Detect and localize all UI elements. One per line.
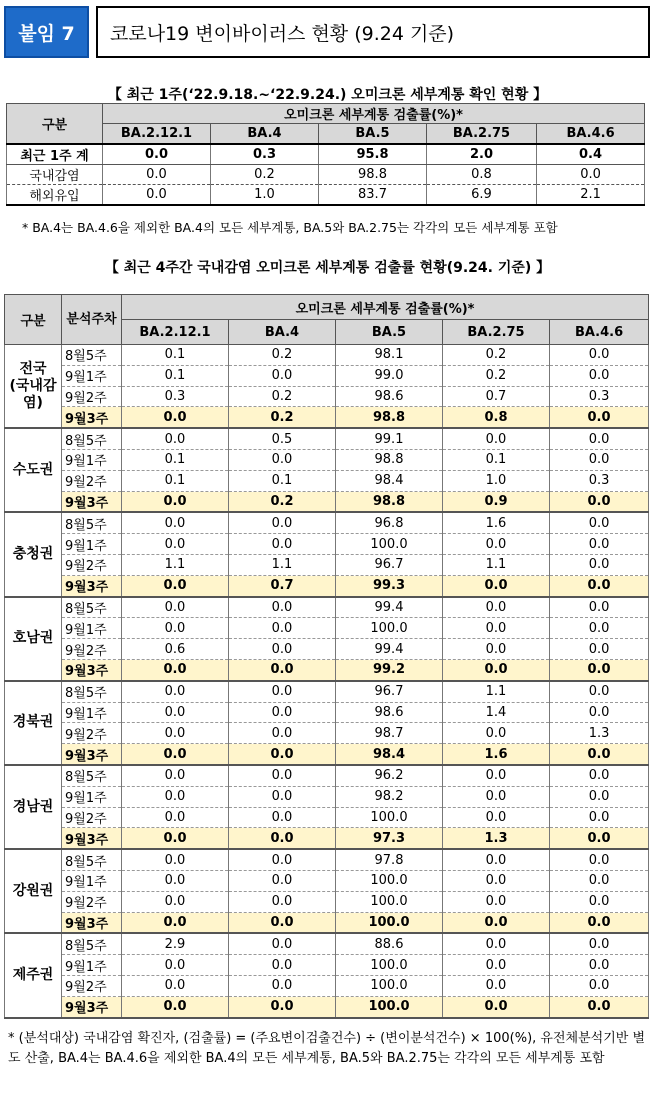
cell-value: 99.3 <box>336 575 443 596</box>
cell-value: 0.0 <box>122 891 229 912</box>
table1-col-header: BA.5 <box>319 124 427 145</box>
cell-value: 0.0 <box>550 597 649 618</box>
cell-value: 0.0 <box>443 955 550 976</box>
cell-value: 0.0 <box>550 428 649 449</box>
table-row <box>5 828 649 849</box>
cell-value: 0.0 <box>537 165 645 185</box>
table2-col-header: BA.4 <box>229 320 336 345</box>
table-row <box>5 470 649 491</box>
week-label: 8월5주 <box>62 933 122 954</box>
cell-value: 100.0 <box>336 870 443 891</box>
table-row <box>5 491 649 512</box>
cell-value: 0.0 <box>550 407 649 428</box>
table-row <box>5 891 649 912</box>
cell-value: 100.0 <box>336 955 443 976</box>
cell-value: 0.0 <box>229 996 336 1017</box>
cell-value: 88.6 <box>336 933 443 954</box>
table-row <box>5 534 649 555</box>
cell-value: 6.9 <box>427 185 537 206</box>
table-row <box>5 702 649 723</box>
cell-value: 1.6 <box>443 512 550 533</box>
cell-value: 0.0 <box>122 786 229 807</box>
table2-col-header: BA.4.6 <box>550 320 649 345</box>
cell-value: 0.0 <box>550 807 649 828</box>
cell-value: 0.3 <box>211 144 319 165</box>
table1-col-header: BA.2.12.1 <box>103 124 211 145</box>
cell-value: 0.0 <box>229 786 336 807</box>
table-row <box>5 659 649 680</box>
table1-col-header: BA.4 <box>211 124 319 145</box>
table1-title: 【 최근 1주(‘22.9.18.~‘22.9.24.) 오미크론 세부계통 확인 현황 】 <box>107 87 548 103</box>
cell-value: 0.0 <box>229 912 336 933</box>
table2-title: 【 최근 4주간 국내감염 오미크론 세부계통 검출률 현황(9.24. 기준) 】 <box>104 260 551 276</box>
cell-value: 0.0 <box>443 639 550 660</box>
table-row <box>5 975 649 996</box>
cell-value: 96.7 <box>336 681 443 702</box>
table2-group-header: 오미크론 세부계통 검출률(%)* <box>122 295 649 320</box>
cell-value: 98.8 <box>319 165 427 185</box>
cell-value: 0.0 <box>443 870 550 891</box>
cell-value: 0.0 <box>122 702 229 723</box>
cell-value: 100.0 <box>336 618 443 639</box>
cell-value: 0.2 <box>229 491 336 512</box>
week-label: 9월3주 <box>62 491 122 512</box>
cell-value: 0.0 <box>550 744 649 765</box>
cell-value: 0.0 <box>443 575 550 596</box>
cell-value: 0.0 <box>550 575 649 596</box>
cell-value: 0.0 <box>443 618 550 639</box>
cell-value: 0.0 <box>550 786 649 807</box>
cell-value: 0.0 <box>229 807 336 828</box>
table1-corner: 구분 <box>7 104 103 145</box>
cell-value: 0.0 <box>229 534 336 555</box>
cell-value: 98.8 <box>336 491 443 512</box>
cell-value: 0.0 <box>122 996 229 1017</box>
cell-value: 0.0 <box>122 828 229 849</box>
table-row <box>5 386 649 407</box>
cell-value: 1.3 <box>550 723 649 744</box>
cell-value: 0.7 <box>443 386 550 407</box>
cell-value: 98.2 <box>336 786 443 807</box>
week-label: 9월2주 <box>62 891 122 912</box>
cell-value: 98.8 <box>336 407 443 428</box>
cell-value: 0.0 <box>103 185 211 206</box>
cell-value: 0.0 <box>550 955 649 976</box>
week-label: 8월5주 <box>62 765 122 786</box>
table-row <box>5 849 649 870</box>
cell-value: 0.0 <box>443 933 550 954</box>
cell-value: 0.0 <box>122 744 229 765</box>
table1-col-header: BA.2.75 <box>427 124 537 145</box>
week-label: 8월5주 <box>62 681 122 702</box>
cell-value: 0.0 <box>550 933 649 954</box>
cell-value: 0.0 <box>229 828 336 849</box>
cell-value: 0.0 <box>550 345 649 366</box>
table-row <box>5 345 649 366</box>
cell-value: 98.4 <box>336 470 443 491</box>
cell-value: 2.9 <box>122 933 229 954</box>
cell-value: 0.0 <box>550 681 649 702</box>
table2-col-header: BA.5 <box>336 320 443 345</box>
region-label: 충청권 <box>5 512 62 596</box>
cell-value: 0.0 <box>122 597 229 618</box>
week-label: 9월2주 <box>62 975 122 996</box>
table-row <box>5 512 649 533</box>
cell-value: 0.0 <box>229 933 336 954</box>
cell-value: 0.0 <box>443 659 550 680</box>
cell-value: 0.0 <box>122 575 229 596</box>
cell-value: 0.0 <box>122 659 229 680</box>
week-label: 9월1주 <box>62 786 122 807</box>
cell-value: 0.0 <box>122 955 229 976</box>
cell-value: 0.0 <box>550 996 649 1017</box>
week-label: 9월3주 <box>62 659 122 680</box>
cell-value: 0.0 <box>122 491 229 512</box>
week-label: 9월2주 <box>62 470 122 491</box>
cell-value: 0.1 <box>229 470 336 491</box>
cell-value: 99.4 <box>336 597 443 618</box>
region-label: 경남권 <box>5 765 62 849</box>
table-row <box>5 912 649 933</box>
cell-value: 0.3 <box>550 386 649 407</box>
cell-value: 0.0 <box>550 512 649 533</box>
cell-value: 0.2 <box>211 165 319 185</box>
cell-value: 0.0 <box>229 618 336 639</box>
table2-week-header: 분석주차 <box>62 295 122 345</box>
cell-value: 0.0 <box>122 428 229 449</box>
cell-value: 0.0 <box>229 702 336 723</box>
table-row <box>5 554 649 575</box>
week-label: 9월3주 <box>62 996 122 1017</box>
cell-value: 0.0 <box>550 534 649 555</box>
cell-value: 0.2 <box>229 345 336 366</box>
cell-value: 96.2 <box>336 765 443 786</box>
week-label: 9월2주 <box>62 723 122 744</box>
cell-value: 0.0 <box>443 765 550 786</box>
cell-value: 0.0 <box>229 891 336 912</box>
cell-value: 98.4 <box>336 744 443 765</box>
cell-value: 0.0 <box>443 723 550 744</box>
table-row <box>5 723 649 744</box>
cell-value: 100.0 <box>336 975 443 996</box>
region-label: 수도권 <box>5 428 62 512</box>
cell-value: 0.2 <box>229 407 336 428</box>
week-label: 8월5주 <box>62 428 122 449</box>
cell-value: 0.0 <box>443 534 550 555</box>
cell-value: 0.0 <box>122 807 229 828</box>
table-row <box>5 786 649 807</box>
cell-value: 99.4 <box>336 639 443 660</box>
cell-value: 100.0 <box>336 996 443 1017</box>
cell-value: 0.0 <box>443 891 550 912</box>
cell-value: 0.0 <box>550 491 649 512</box>
cell-value: 0.0 <box>229 744 336 765</box>
cell-value: 0.0 <box>229 449 336 470</box>
cell-value: 0.0 <box>229 870 336 891</box>
cell-value: 98.6 <box>336 386 443 407</box>
cell-value: 98.6 <box>336 702 443 723</box>
week-label: 9월1주 <box>62 955 122 976</box>
table-row <box>5 933 649 954</box>
cell-value: 0.0 <box>122 512 229 533</box>
cell-value: 99.2 <box>336 659 443 680</box>
cell-value: 0.0 <box>122 765 229 786</box>
cell-value: 0.1 <box>443 449 550 470</box>
week-label: 9월1주 <box>62 702 122 723</box>
cell-value: 0.1 <box>122 470 229 491</box>
cell-value: 0.0 <box>122 912 229 933</box>
cell-value: 0.5 <box>229 428 336 449</box>
cell-value: 98.1 <box>336 345 443 366</box>
week-label: 9월2주 <box>62 807 122 828</box>
week-label: 8월5주 <box>62 597 122 618</box>
cell-value: 0.0 <box>229 365 336 386</box>
cell-value: 1.3 <box>443 828 550 849</box>
region-label: 전국 (국내감염) <box>5 345 62 429</box>
cell-value: 0.0 <box>550 849 649 870</box>
page-header <box>4 6 650 58</box>
table-row <box>5 597 649 618</box>
table1-group-header: 오미크론 세부계통 검출률(%)* <box>103 104 645 124</box>
cell-value: 100.0 <box>336 912 443 933</box>
cell-value: 0.0 <box>443 807 550 828</box>
table-row <box>5 618 649 639</box>
cell-value: 0.4 <box>537 144 645 165</box>
cell-value: 0.0 <box>122 849 229 870</box>
cell-value: 0.0 <box>122 723 229 744</box>
cell-value: 98.7 <box>336 723 443 744</box>
region-label: 강원권 <box>5 849 62 933</box>
cell-value: 0.0 <box>122 975 229 996</box>
cell-value: 2.1 <box>537 185 645 206</box>
footnote: * (분석대상) 국내감염 확진자, (검출률) = (주요변이검출건수) ÷ (변이분석건수) × 100(%), 유전체분석기반 별도 산출, BA.4는 BA.4.6을 제외한 BA.4의 모든 세부계통, BA.5와 BA.2.75는 각각의 모든 세부계통 포함 <box>8 1031 646 1066</box>
week-label: 9월2주 <box>62 639 122 660</box>
cell-value: 0.0 <box>443 912 550 933</box>
week-label: 9월3주 <box>62 744 122 765</box>
cell-value: 0.3 <box>550 470 649 491</box>
table-row <box>5 639 649 660</box>
cell-value: 0.0 <box>550 639 649 660</box>
table-row <box>5 765 649 786</box>
table1-note: * BA.4는 BA.4.6을 제외한 BA.4의 모든 세부계통, BA.5와 BA.2.75는 각각의 모든 세부계통 포함 <box>22 220 558 235</box>
cell-value: 0.0 <box>550 618 649 639</box>
cell-value: 99.1 <box>336 428 443 449</box>
table2-col-header: BA.2.12.1 <box>122 320 229 345</box>
cell-value: 0.2 <box>229 386 336 407</box>
cell-value: 0.0 <box>550 765 649 786</box>
cell-value: 0.8 <box>443 407 550 428</box>
week-label: 9월1주 <box>62 534 122 555</box>
table-row <box>5 681 649 702</box>
cell-value: 0.0 <box>103 144 211 165</box>
cell-value: 1.0 <box>211 185 319 206</box>
cell-value: 0.0 <box>229 659 336 680</box>
cell-value: 1.1 <box>229 554 336 575</box>
table-row <box>5 955 649 976</box>
cell-value: 0.8 <box>427 165 537 185</box>
cell-value: 0.0 <box>443 597 550 618</box>
cell-value: 96.8 <box>336 512 443 533</box>
cell-value: 99.0 <box>336 365 443 386</box>
cell-value: 0.0 <box>229 639 336 660</box>
cell-value: 0.0 <box>550 554 649 575</box>
cell-value: 1.4 <box>443 702 550 723</box>
table-row <box>7 165 645 185</box>
cell-value: 1.1 <box>443 554 550 575</box>
cell-value: 1.1 <box>122 554 229 575</box>
cell-value: 0.1 <box>122 345 229 366</box>
cell-value: 0.0 <box>229 723 336 744</box>
cell-value: 83.7 <box>319 185 427 206</box>
week-label: 8월5주 <box>62 849 122 870</box>
cell-value: 0.0 <box>229 512 336 533</box>
row-label: 최근 1주 계 <box>7 144 103 165</box>
cell-value: 0.1 <box>122 365 229 386</box>
row-label: 국내감염 <box>7 165 103 185</box>
table-row <box>7 144 645 165</box>
cell-value: 1.6 <box>443 744 550 765</box>
cell-value: 0.0 <box>103 165 211 185</box>
cell-value: 0.0 <box>550 912 649 933</box>
row-label: 해외유입 <box>7 185 103 206</box>
cell-value: 1.0 <box>443 470 550 491</box>
cell-value: 0.0 <box>229 681 336 702</box>
table-row <box>5 449 649 470</box>
region-label: 경북권 <box>5 681 62 765</box>
cell-value: 0.0 <box>550 975 649 996</box>
table-row <box>5 996 649 1017</box>
cell-value: 100.0 <box>336 891 443 912</box>
table-row <box>5 744 649 765</box>
cell-value: 0.0 <box>122 534 229 555</box>
cell-value: 0.0 <box>550 828 649 849</box>
table-row <box>5 807 649 828</box>
week-label: 9월3주 <box>62 912 122 933</box>
cell-value: 0.0 <box>550 891 649 912</box>
cell-value: 0.0 <box>229 849 336 870</box>
table2-corner: 구분 <box>5 295 62 345</box>
cell-value: 0.0 <box>122 681 229 702</box>
cell-value: 0.0 <box>229 597 336 618</box>
week-label: 9월3주 <box>62 828 122 849</box>
cell-value: 96.7 <box>336 554 443 575</box>
week-label: 9월1주 <box>62 618 122 639</box>
weekly-summary-table <box>6 103 645 206</box>
cell-value: 0.0 <box>443 996 550 1017</box>
cell-value: 100.0 <box>336 534 443 555</box>
cell-value: 0.0 <box>443 849 550 870</box>
week-label: 9월1주 <box>62 365 122 386</box>
cell-value: 0.0 <box>550 365 649 386</box>
cell-value: 0.0 <box>550 449 649 470</box>
week-label: 9월3주 <box>62 575 122 596</box>
table2-col-header: BA.2.75 <box>443 320 550 345</box>
table-row <box>5 407 649 428</box>
week-label: 9월3주 <box>62 407 122 428</box>
cell-value: 0.0 <box>229 975 336 996</box>
cell-value: 0.0 <box>550 870 649 891</box>
cell-value: 0.9 <box>443 491 550 512</box>
table-row <box>5 870 649 891</box>
week-label: 9월1주 <box>62 449 122 470</box>
cell-value: 0.3 <box>122 386 229 407</box>
table-row <box>5 365 649 386</box>
cell-value: 0.0 <box>122 407 229 428</box>
cell-value: 0.0 <box>122 870 229 891</box>
cell-value: 2.0 <box>427 144 537 165</box>
cell-value: 97.3 <box>336 828 443 849</box>
table1-col-header: BA.4.6 <box>537 124 645 145</box>
region-label: 호남권 <box>5 597 62 681</box>
cell-value: 0.0 <box>550 702 649 723</box>
cell-value: 0.7 <box>229 575 336 596</box>
page-title: 코로나19 변이바이러스 현황 (9.24 기준) <box>96 6 650 58</box>
cell-value: 1.1 <box>443 681 550 702</box>
table-row <box>5 575 649 596</box>
cell-value: 0.0 <box>229 955 336 976</box>
cell-value: 0.0 <box>229 765 336 786</box>
cell-value: 100.0 <box>336 807 443 828</box>
table-row <box>5 428 649 449</box>
cell-value: 0.0 <box>443 428 550 449</box>
cell-value: 97.8 <box>336 849 443 870</box>
week-label: 9월1주 <box>62 870 122 891</box>
cell-value: 0.2 <box>443 365 550 386</box>
attachment-badge: 붙임 7 <box>4 6 89 58</box>
table-row <box>7 185 645 206</box>
regional-detection-table <box>4 294 649 1019</box>
week-label: 9월2주 <box>62 554 122 575</box>
cell-value: 0.1 <box>122 449 229 470</box>
cell-value: 98.8 <box>336 449 443 470</box>
region-label: 제주권 <box>5 933 62 1017</box>
week-label: 8월5주 <box>62 512 122 533</box>
cell-value: 0.0 <box>443 786 550 807</box>
cell-value: 95.8 <box>319 144 427 165</box>
cell-value: 0.0 <box>550 659 649 680</box>
cell-value: 0.6 <box>122 639 229 660</box>
cell-value: 0.2 <box>443 345 550 366</box>
cell-value: 0.0 <box>122 618 229 639</box>
cell-value: 0.0 <box>443 975 550 996</box>
week-label: 9월2주 <box>62 386 122 407</box>
week-label: 8월5주 <box>62 345 122 366</box>
